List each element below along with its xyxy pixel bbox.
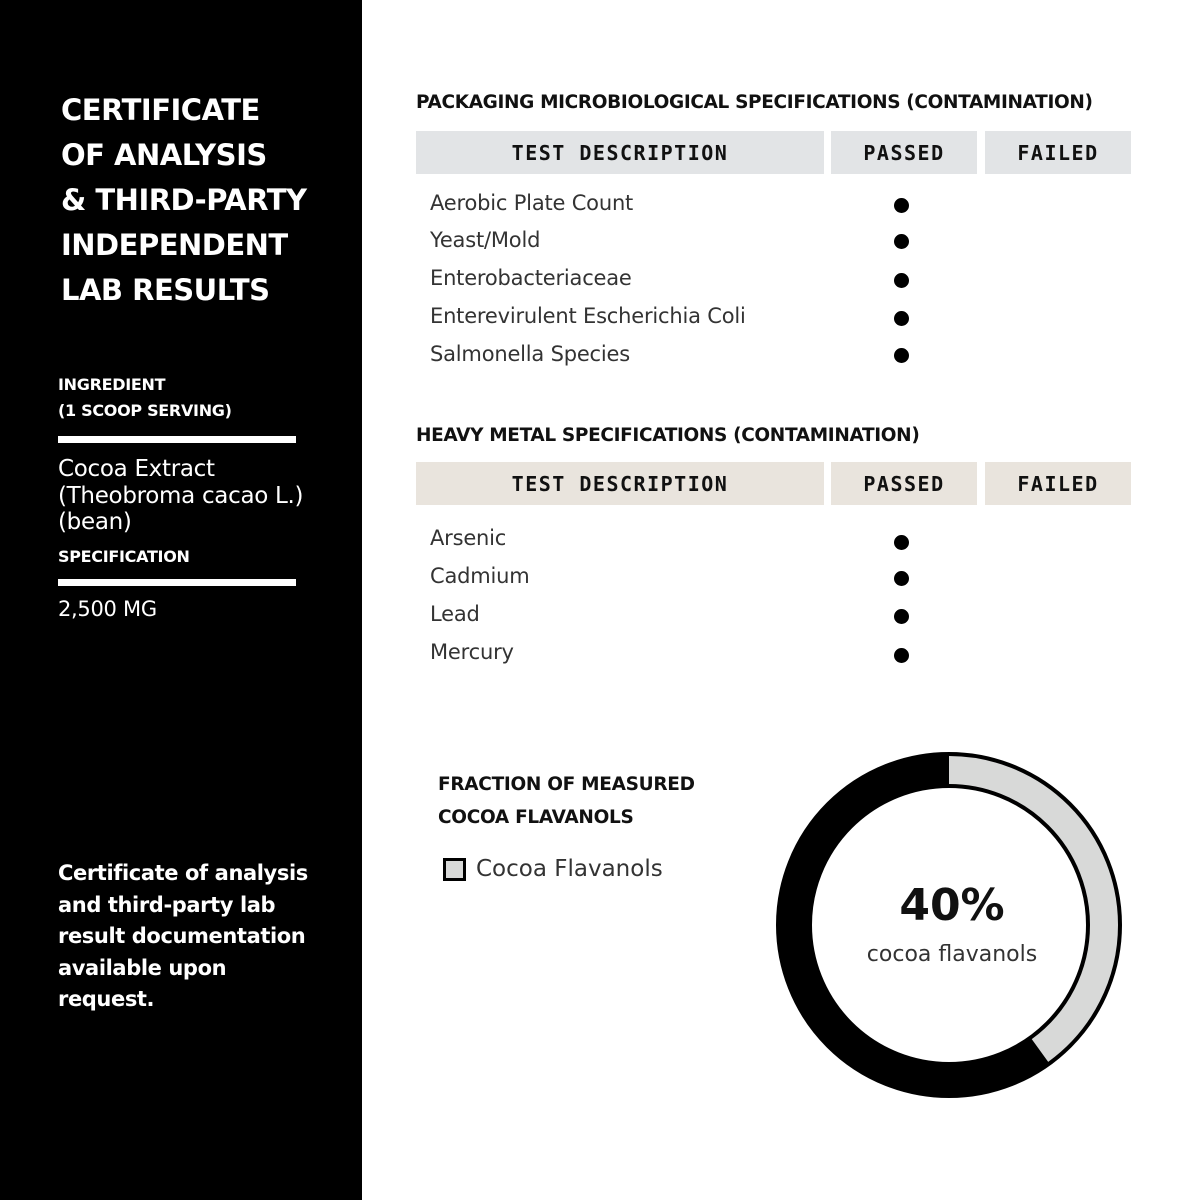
test-name: Enterevirulent Escherichia Coli xyxy=(430,304,746,328)
title-line: OF ANALYSIS xyxy=(61,138,267,172)
passed-indicator xyxy=(894,198,909,213)
chart-title xyxy=(438,768,695,834)
test-name: Arsenic xyxy=(430,526,507,550)
column-header-failed: FAILED xyxy=(985,131,1131,174)
test-name: Cadmium xyxy=(430,564,530,588)
test-name: Salmonella Species xyxy=(430,342,631,366)
passed-indicator xyxy=(894,648,909,663)
passed-indicator xyxy=(894,348,909,363)
column-header-test-description: TEST DESCRIPTION xyxy=(416,131,824,174)
column-header-test-description: TEST DESCRIPTION xyxy=(416,462,824,505)
test-name: Lead xyxy=(430,602,480,626)
test-name: Yeast/Mold xyxy=(430,228,541,252)
test-name: Aerobic Plate Count xyxy=(430,191,634,215)
certificate-title xyxy=(61,88,341,313)
serving-label: (1 SCOOP SERVING) xyxy=(58,401,232,420)
specification-label: SPECIFICATION xyxy=(58,547,190,566)
sidebar xyxy=(0,0,362,1200)
chart-title-line: FRACTION OF MEASURED xyxy=(438,774,695,795)
test-name: Enterobacteriaceae xyxy=(430,266,632,290)
passed-indicator xyxy=(894,311,909,326)
ingredient-label: INGREDIENT xyxy=(58,375,166,394)
note-line: request. xyxy=(58,987,155,1011)
column-header-passed: PASSED xyxy=(831,131,977,174)
specification-value: 2,500 MG xyxy=(58,597,157,621)
title-line: LAB RESULTS xyxy=(61,273,270,307)
chart-title-line: COCOA FLAVANOLS xyxy=(438,807,634,828)
passed-indicator xyxy=(894,234,909,249)
donut-percentage: 40% xyxy=(899,880,1005,931)
divider xyxy=(58,436,296,443)
note-line: and third-party lab xyxy=(58,892,276,917)
passed-indicator xyxy=(894,571,909,586)
passed-indicator xyxy=(894,535,909,550)
ingredient-name: (bean) xyxy=(58,509,132,535)
divider xyxy=(58,579,296,586)
legend-label: Cocoa Flavanols xyxy=(476,856,663,882)
section-title: HEAVY METAL SPECIFICATIONS (CONTAMINATION) xyxy=(416,425,920,446)
note-line: available upon xyxy=(58,955,227,980)
note-line: Certificate of analysis xyxy=(58,861,308,885)
chart-legend xyxy=(443,856,663,882)
column-header-passed: PASSED xyxy=(831,462,977,505)
title-line: INDEPENDENT xyxy=(61,228,288,262)
availability-note xyxy=(58,858,348,1016)
column-header-failed: FAILED xyxy=(985,462,1131,505)
section-title: PACKAGING MICROBIOLOGICAL SPECIFICATIONS (CONTAMINATION) xyxy=(416,92,1093,113)
ingredient-name: (Theobroma cacao L.) xyxy=(58,483,304,509)
legend-swatch xyxy=(443,858,466,881)
title-line: & THIRD-PARTY xyxy=(61,183,307,217)
ingredient-name: Cocoa Extract xyxy=(58,456,215,482)
passed-indicator xyxy=(894,273,909,288)
test-name: Mercury xyxy=(430,640,514,664)
note-line: result documentation xyxy=(58,924,306,948)
passed-indicator xyxy=(894,609,909,624)
title-line: CERTIFICATE xyxy=(61,93,260,127)
donut-caption: cocoa flavanols xyxy=(866,942,1038,967)
